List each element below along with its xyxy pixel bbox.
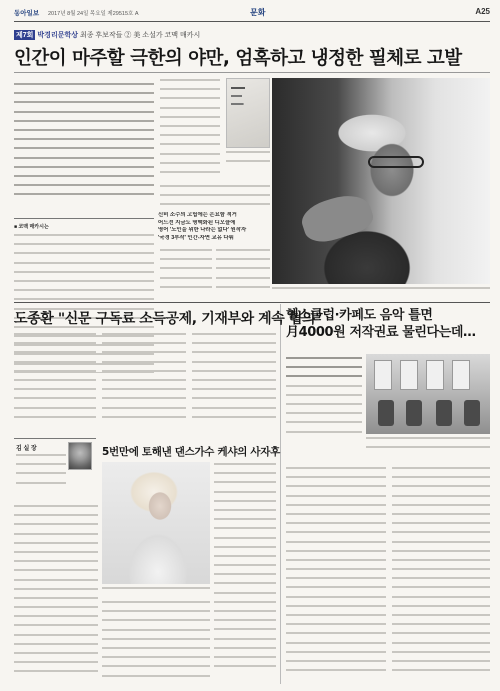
article3-headline: 5번만에 토해낸 댄스가수 케샤의 사자후 — [102, 446, 280, 458]
top-rule — [14, 21, 490, 22]
kicker-prize: 박경리문학상 — [37, 32, 78, 39]
section-title: 문화 — [250, 8, 266, 17]
sidebar-headline-line1: 헬스클럽·카페도 음악 틀면 — [286, 308, 433, 323]
lead-pullquote — [158, 212, 270, 242]
singer-photo-caption — [102, 586, 210, 596]
sidebar-body-top — [286, 356, 362, 436]
author-box-label: ■ 코맥 매카시는 — [14, 224, 49, 230]
gym-photo-caption — [366, 436, 490, 462]
lead-body-col-3 — [216, 248, 270, 298]
columnist-meta — [16, 453, 66, 493]
sidebar-body-col-2 — [392, 466, 490, 684]
sidebar-body-col-1 — [286, 466, 386, 684]
headline-rule — [14, 72, 490, 73]
kicker-badge: 제7회 — [16, 32, 34, 39]
column-rule — [280, 304, 281, 684]
article2-body-col-1 — [14, 332, 96, 432]
dateline: 2017년 8월 24일 목요일 제29515호 A — [48, 11, 139, 17]
lead-body-col-1b — [160, 184, 270, 208]
pullquote-line: '국경 3부작' 인간-자연 교유 다뤄 — [158, 234, 234, 241]
book-cover-image — [226, 78, 270, 148]
article2-headline: 도종환 "신문 구독료 소득공제, 기재부와 계속 협의" — [14, 311, 323, 327]
article3-body-col-1 — [14, 504, 98, 684]
kicker-rest: 최종 후보작들 ② 美 소설가 코맥 매카시 — [79, 32, 201, 39]
mid-rule — [14, 302, 490, 303]
article3-body-col-3 — [102, 600, 210, 684]
article3-body-col-2 — [214, 462, 276, 684]
sidebar-headline — [286, 307, 476, 341]
article2-body-col-3 — [192, 332, 276, 432]
lead-intro-text — [14, 82, 154, 202]
columnist-name: 김 실 장 — [16, 446, 37, 452]
masthead — [14, 8, 490, 22]
pullquote-line: 영어 '노인을 위한 나라는 없다' 원작자 — [158, 227, 247, 233]
lead-body-col-1 — [160, 78, 220, 178]
page-number: A25 — [475, 7, 490, 16]
book-caption — [226, 150, 270, 170]
author-portrait-photo — [272, 78, 490, 284]
singer-photo — [102, 462, 210, 584]
sidebar-headline-line2: 月4000원 저작권료 물린다는데… — [286, 325, 476, 340]
pullquote-line: 어드전 지금도 명맥화된 디오클에 — [158, 219, 236, 226]
newspaper-logo: 동아일보 — [14, 10, 40, 17]
gym-photo — [366, 354, 490, 434]
columnist-avatar — [68, 442, 92, 470]
columnist-box — [14, 438, 96, 498]
lead-kicker — [14, 30, 200, 40]
portrait-caption — [272, 286, 490, 298]
article2-body-col-2 — [102, 332, 186, 432]
lead-body-col-2 — [160, 248, 212, 298]
lead-headline: 인간이 마주할 극한의 야만, 엄혹하고 냉정한 필체로 고발 — [14, 48, 462, 69]
pullquote-line: 신비 소수의 고립에는 은요함 적거 — [158, 212, 237, 218]
